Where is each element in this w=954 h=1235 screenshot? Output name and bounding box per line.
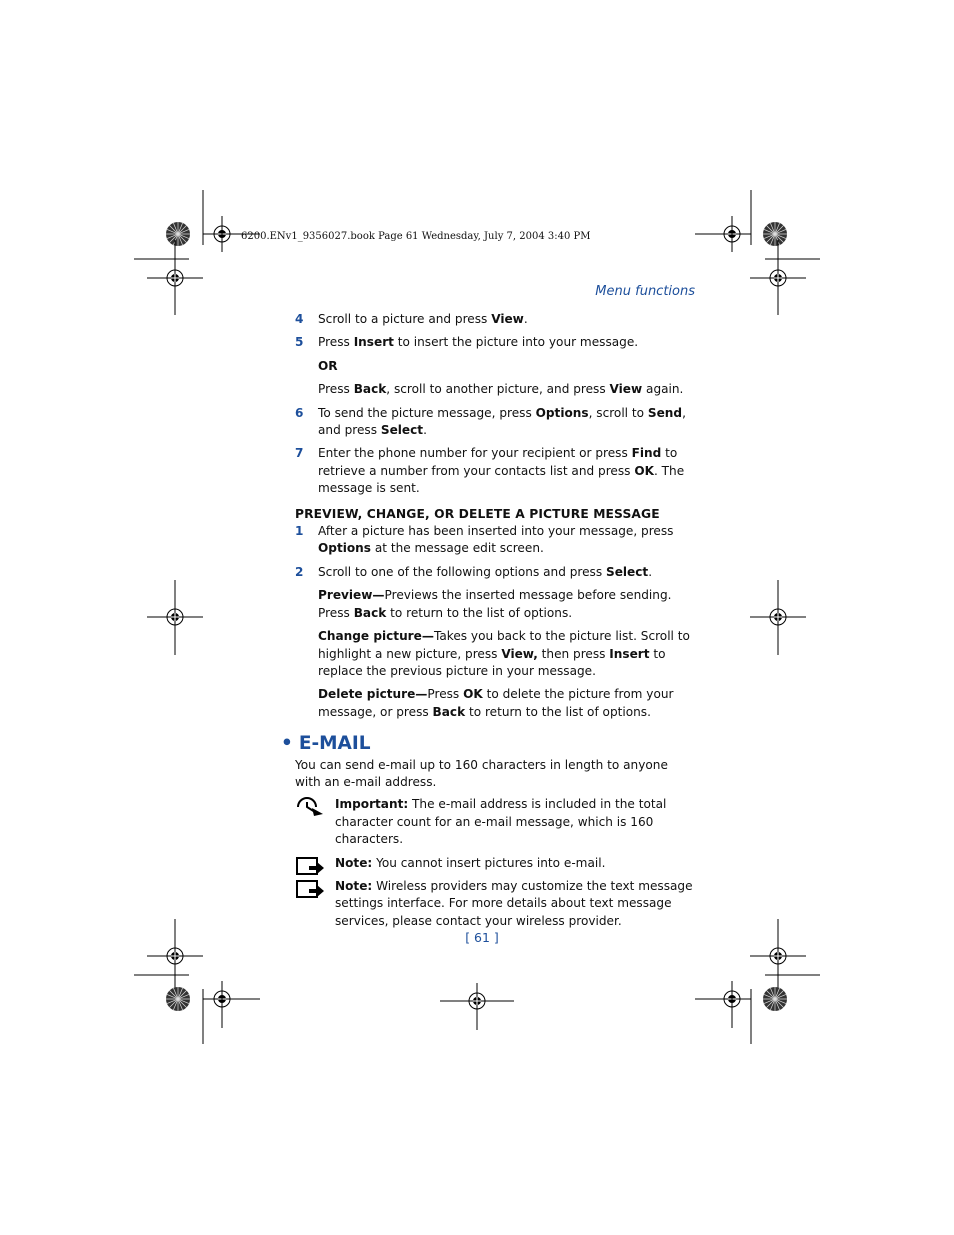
step-6: 6 To send the picture message, press Options, scroll to Send, and press Select. xyxy=(295,405,686,438)
important-icon xyxy=(295,796,325,823)
step-7: 7 Enter the phone number for your recipient or press Find to retrieve a number from your contacts list and press OK. The message is sent. xyxy=(295,446,685,496)
step-number: 7 xyxy=(295,446,304,461)
insert-key: Insert xyxy=(353,335,394,350)
back-key: Back xyxy=(353,382,387,397)
step-number: 4 xyxy=(295,312,304,326)
step-number: 2 xyxy=(295,564,304,579)
options-list xyxy=(295,587,695,721)
or-label: OR xyxy=(318,358,338,373)
intro-paragraph: You can send e-mail up to 160 characters in length to anyone with an e-mail address. xyxy=(295,757,668,789)
section-title xyxy=(281,733,695,755)
step-number: 1 xyxy=(295,524,304,539)
important-callout: Important: The e-mail address is included in the total character count for an e-mail message, which is 160 characters. xyxy=(295,796,695,848)
print-slug: 6200.ENv1_9356027.book Page 61 Wednesday, July 7, 2004 3:40 PM xyxy=(241,231,591,242)
steps-list-a xyxy=(295,311,695,352)
step-number: 5 xyxy=(295,335,304,350)
step-number: 6 xyxy=(295,405,304,420)
page-body xyxy=(281,311,695,936)
option-preview: Preview—Previews the inserted message before sending. Press Back to return to the list of options. xyxy=(318,588,672,620)
option-delete-picture: Delete picture—Press OK to delete the picture from your message, or press Back to return to the list of options. xyxy=(318,687,674,719)
view-key: View xyxy=(609,382,643,397)
section-title-text: E-MAIL xyxy=(298,733,371,755)
step-5: 5 Press Insert to insert the picture into your message. xyxy=(295,334,695,351)
note-callout: Note: Wireless providers may customize the text message settings interface. For more details about text message services, please contact your wireless provider. xyxy=(295,878,695,930)
step-1: 1 After a picture has been inserted into your message, press Options at the message edit screen. xyxy=(295,524,674,556)
step-4: 4 Scroll to a picture and press View. xyxy=(295,311,695,328)
bullet-icon: • xyxy=(281,733,293,755)
view-key: View xyxy=(491,312,524,326)
note-icon xyxy=(295,878,325,905)
page-number: [ 61 ] xyxy=(465,930,499,945)
steps-list-c xyxy=(295,523,695,581)
note-callout: Note: You cannot insert pictures into e-mail. xyxy=(295,855,695,872)
steps-list-b xyxy=(295,405,695,498)
subheading: PREVIEW, CHANGE, OR DELETE A PICTURE MESSAGE xyxy=(295,506,660,521)
running-header: Menu functions xyxy=(595,284,695,299)
step-2: 2 Scroll to one of the following options and press Select. xyxy=(295,564,695,581)
option-change-picture: Change picture—Takes you back to the picture list. Scroll to highlight a new picture, press View, then press Insert to replace the previous picture in your message. xyxy=(318,629,690,678)
step-5-alternative: Press Back, scroll to another picture, and press View again. xyxy=(318,382,684,397)
